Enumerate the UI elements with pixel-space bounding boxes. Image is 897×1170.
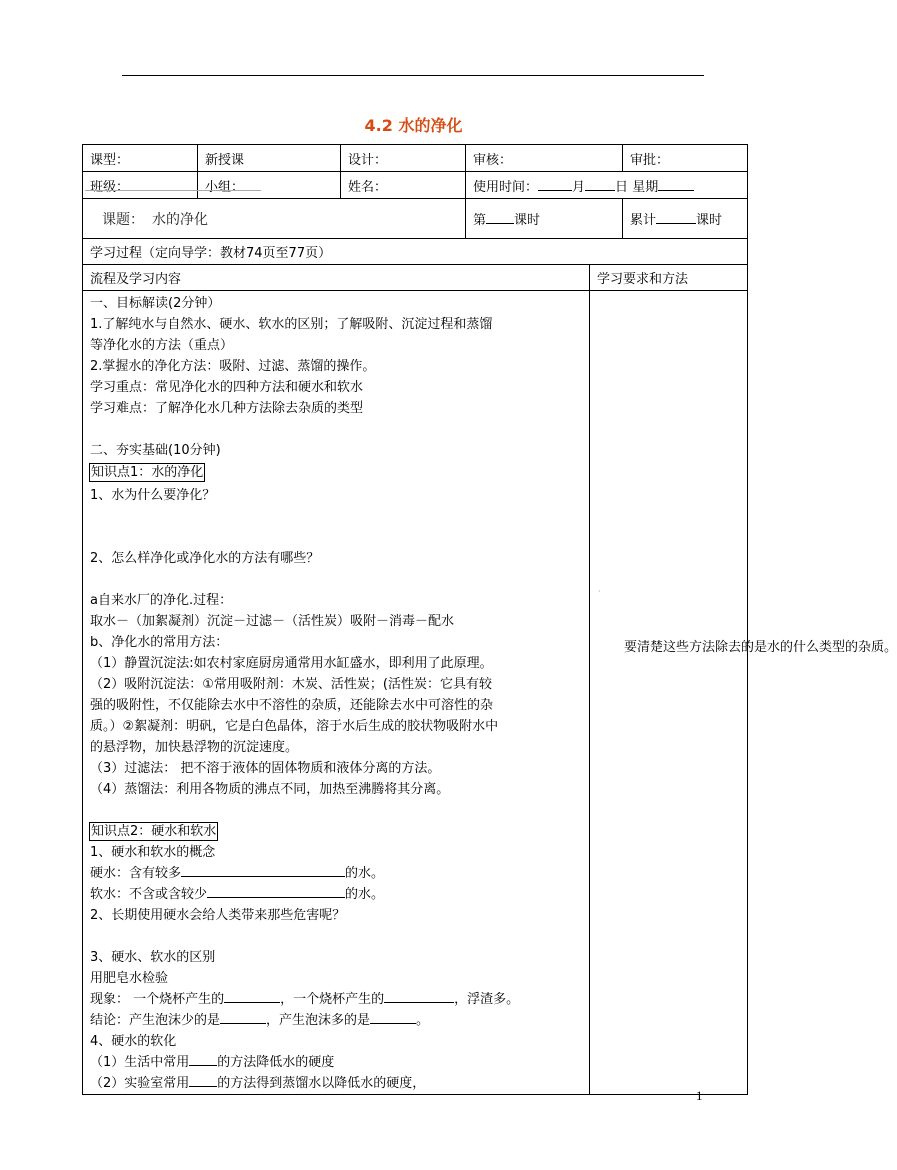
design-label: 设计： — [341, 145, 466, 172]
softening-1: （1）生活中常用 的方法降低水的硬度 — [90, 1055, 335, 1070]
type-label: 课型： — [83, 145, 198, 172]
col-left-header: 流程及学习内容 — [83, 265, 590, 291]
process-row — [83, 239, 748, 265]
question-2: 2、怎么样净化或净化水的方法有哪些？ — [90, 551, 320, 566]
lesson-label: 课题： — [102, 211, 144, 228]
method-1: （1）静置沉淀法:如农村家庭厨房通常用水缸盛水，即利用了此原理。 — [90, 656, 493, 671]
softening-blank-1[interactable] — [189, 1053, 217, 1066]
page-number: 1 — [696, 1088, 703, 1103]
type-value: 新授课 — [198, 145, 341, 172]
info-row-3 — [83, 199, 748, 239]
conclusion-blank-2[interactable] — [370, 1011, 416, 1024]
phenomenon-blank-2[interactable] — [384, 990, 454, 1003]
period-suffix: 课时 — [514, 213, 541, 228]
weekday-label: 星期 — [632, 179, 659, 195]
method-cell — [590, 291, 897, 1095]
total-suffix: 课时 — [696, 213, 723, 228]
usage-time — [466, 172, 748, 199]
difference-heading: 3、硬水、软水的区别 — [90, 950, 216, 965]
review-label: 审核： — [466, 145, 623, 172]
soft-water-blank[interactable] — [207, 885, 345, 898]
period-prefix: 第 — [473, 213, 487, 228]
knowledge-point-1: 知识点1：水的净化 — [91, 465, 204, 480]
question-1: 1、水为什么要净化？ — [90, 488, 216, 503]
phenomenon-blank-1[interactable] — [224, 990, 280, 1003]
total-prefix: 累计 — [630, 213, 657, 228]
method-2d: 的悬浮物，加快悬浮物的沉淀速度。 — [90, 740, 299, 755]
softening-2: （2）实验室常用 的方法得到蒸馏水以降低水的硬度， — [90, 1076, 426, 1091]
body-row — [83, 291, 748, 1095]
hard-soft-concept: 1、硬水和软水的概念 — [90, 845, 216, 860]
goal-2: 2.掌握水的净化方法：吸附、过滤、蒸馏的操作。 — [90, 359, 376, 374]
column-header-row — [83, 265, 748, 291]
period-blank[interactable] — [486, 211, 514, 224]
softening-heading: 4、硬水的软化 — [90, 1034, 177, 1049]
day-blank[interactable] — [585, 178, 615, 191]
hard-water-line: 硬水：含有较多 的水。 — [90, 866, 385, 881]
conclusion-blank-1[interactable] — [220, 1011, 266, 1024]
total-blank[interactable] — [656, 211, 696, 224]
stray-dot: · — [598, 587, 601, 596]
content-cell — [83, 291, 590, 1095]
hard-water-blank[interactable] — [181, 864, 345, 877]
goal-1b: 等净化水的方法（重点） — [90, 338, 234, 353]
info-row-2 — [83, 172, 748, 199]
period-cell — [466, 199, 623, 239]
section-1-heading: 一、目标解读(2分钟） — [90, 296, 221, 311]
plant-process-steps: 取水－（加絮凝剂）沉淀－过滤－（活性炭）吸附－消毒－配水 — [90, 614, 455, 629]
soap-test: 用肥皂水检验 — [90, 971, 169, 986]
phenomenon-line: 现象： 一个烧杯产生的 ，一个烧杯产生的 ，浮渣多。 — [90, 992, 520, 1007]
conclusion-line: 结论：产生泡沫少的是 ，产生泡沫多的是 。 — [90, 1013, 430, 1028]
weekday-blank[interactable] — [658, 178, 694, 191]
softening-blank-2[interactable] — [189, 1074, 217, 1087]
method-2a: （2）吸附沉淀法：①常用吸附剂：木炭、活性炭；(活性炭：它具有较 — [90, 677, 492, 692]
col-right-header: 学习要求和方法 — [590, 265, 748, 291]
soft-water-line: 软水：不含或含较少 的水。 — [90, 887, 385, 902]
day-label: 日 — [615, 179, 629, 195]
method-3: （3）过滤法： 把不溶于液体的固体物质和液体分离的方法。 — [90, 761, 441, 776]
info-row-1 — [83, 145, 748, 172]
process-label: 学习过程（定向导学：教材74页至77页） — [83, 239, 748, 265]
method-note: 要清楚这些方法除去的是水的什么类型的杂质。 — [598, 640, 897, 655]
method-4: （4）蒸馏法：利用各物质的沸点不同，加热至沸腾将其分离。 — [90, 782, 450, 797]
group-label: 小组： — [198, 172, 341, 199]
month-label: 月 — [572, 179, 586, 195]
knowledge-point-2: 知识点2：硬水和软水 — [91, 824, 217, 839]
goal-1a: 1.了解纯水与自然水、硬水、软水的区别；了解吸附、沉淀过程和蒸馏 — [90, 317, 493, 332]
usage-time-label: 使用时间： — [473, 179, 539, 195]
topic-rule — [85, 190, 261, 191]
difficult-point: 学习难点：了解净化水几种方法除去杂质的类型 — [90, 401, 364, 416]
lesson-value: 水的净化 — [152, 211, 208, 228]
method-2b: 强的吸附性，不仅能除去水中不溶性的杂质，还能除去水中可溶性的杂 — [90, 698, 494, 713]
section-2-heading: 二、夯实基础(10分钟) — [90, 443, 221, 458]
month-blank[interactable] — [538, 178, 572, 191]
name-label: 姓名： — [341, 172, 466, 199]
method-2c: 质。）②絮凝剂：明矾，它是白色晶体，溶于水后生成的胶状物吸附水中 — [90, 719, 499, 734]
page-title: 4.2 水的净化 — [364, 116, 463, 135]
lesson-table — [82, 144, 897, 1095]
total-cell — [623, 199, 748, 239]
key-point: 学习重点：常见净化水的四种方法和硬水和软水 — [90, 380, 364, 395]
lesson-topic — [83, 199, 466, 239]
approve-label: 审批： — [623, 145, 748, 172]
class-label: 班级： — [83, 172, 198, 199]
question-harm: 2、长期使用硬水会给人类带来那些危害呢？ — [90, 908, 346, 923]
methods-title: b、净化水的常用方法： — [90, 635, 229, 650]
header-rule — [122, 75, 704, 76]
plant-process-title: a自来水厂的净化.过程： — [90, 593, 233, 608]
